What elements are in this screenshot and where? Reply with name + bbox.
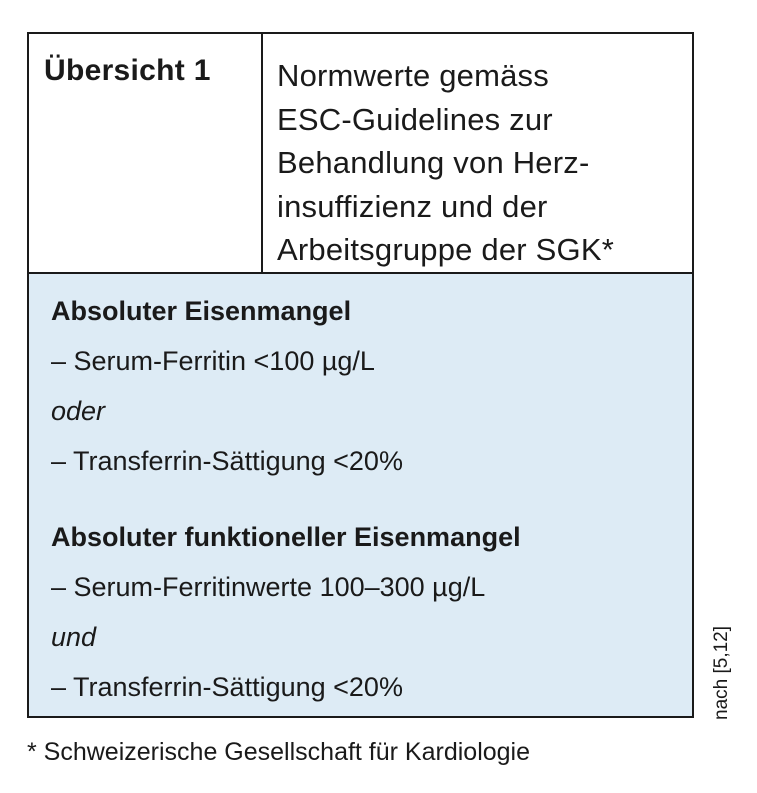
conjunction-label: oder (51, 396, 106, 426)
header-title (277, 54, 687, 272)
criterion-item: – Transferrin-Sättigung <20% (51, 446, 403, 476)
criterion-item: – Serum-Ferritinwerte 100–300 µg/L (51, 572, 486, 602)
overview-table (27, 32, 694, 718)
table-header (29, 34, 692, 274)
source-reference: nach [5,12] (711, 625, 732, 720)
header-title-line: Normwerte gemäss (277, 58, 549, 93)
footnote: * Schweizerische Gesellschaft für Kardiologie (27, 738, 531, 766)
header-label-cell (29, 34, 263, 272)
section-heading: Absoluter funktioneller Eisenmangel (51, 522, 521, 552)
section-heading: Absoluter Eisenmangel (51, 296, 352, 326)
conjunction-label: und (51, 622, 97, 652)
header-title-line: ESC-Guidelines zur (277, 101, 553, 137)
header-title-line: Arbeitsgruppe der SGK* (277, 232, 614, 267)
criterion-item: – Transferrin-Sättigung <20% (51, 672, 403, 702)
header-label: Übersicht 1 (44, 54, 211, 87)
criterion-item: – Serum-Ferritin <100 µg/L (51, 346, 375, 376)
header-title-line: insuffizienz und der (277, 188, 548, 224)
table-body (29, 274, 692, 716)
header-title-line: Behandlung von Herz- (277, 145, 590, 180)
